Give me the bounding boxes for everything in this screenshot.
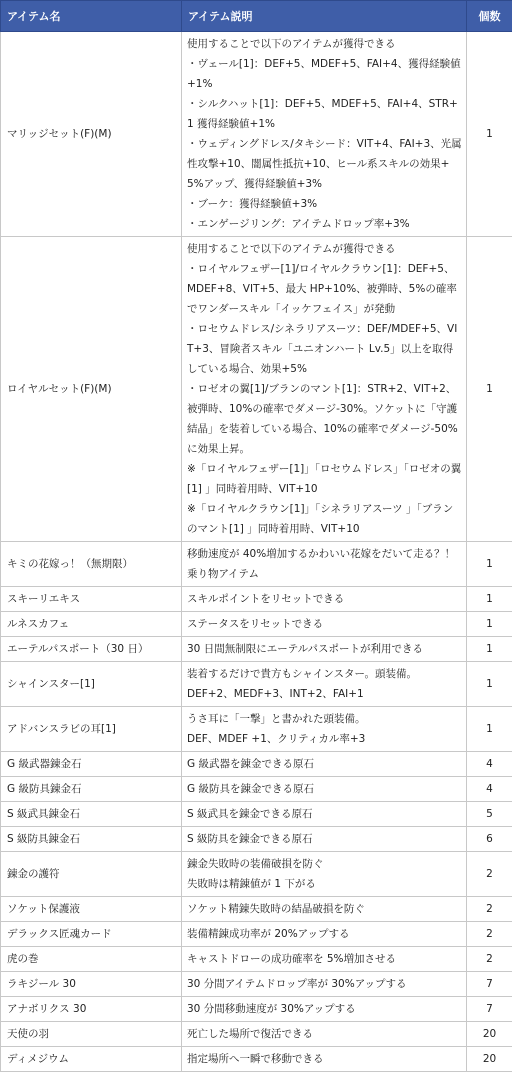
table-row	[1, 827, 512, 852]
item-quantity: 1	[467, 32, 512, 237]
item-description	[182, 777, 467, 802]
item-description-line: ・ブーケ：獲得経験値+3%	[187, 198, 318, 210]
item-quantity: 2	[467, 852, 512, 897]
item-description-line: 30 分間アイテムドロップ率が 30%アップする	[187, 978, 407, 990]
item-description-line: ・ロイヤルフェザー[1]/ロイヤルクラウン[1]：DEF+5、MDEF+8、VIT+5、最大 HP+10%、被弾時、5%の確率でワンダースキル「イッケフェイス」が発動	[187, 263, 457, 315]
item-name: ルネスカフェ	[1, 612, 182, 637]
item-quantity: 4	[467, 752, 512, 777]
item-name: S 級防具錬金石	[1, 827, 182, 852]
item-description	[182, 922, 467, 947]
item-quantity: 2	[467, 897, 512, 922]
item-name: アドバンスラビの耳[1]	[1, 707, 182, 752]
table-row	[1, 587, 512, 612]
item-description	[182, 1047, 467, 1072]
item-description-line: ・シルクハット[1]：DEF+5、MDEF+5、FAI+4、STR+1 獲得経験値+1%	[187, 98, 458, 130]
item-description-line: 死亡した場所で復活できる	[187, 1028, 313, 1040]
item-description-line: 使用することで以下のアイテムが獲得できる	[187, 38, 396, 50]
item-description-line: キャストドローの成功確率を 5%増加させる	[187, 953, 396, 965]
item-name: 虎の巻	[1, 947, 182, 972]
item-description-line: 使用することで以下のアイテムが獲得できる	[187, 243, 396, 255]
table-body	[1, 32, 512, 1072]
table-row	[1, 752, 512, 777]
item-description-line: DEF、MDEF +1、クリティカル率+3	[187, 733, 366, 745]
table-row	[1, 922, 512, 947]
table-header-row	[1, 1, 512, 32]
item-name: アナボリクス 30	[1, 997, 182, 1022]
item-description	[182, 237, 467, 542]
table-row	[1, 972, 512, 997]
table-row	[1, 777, 512, 802]
item-description-line: S 級防具を錬金できる原石	[187, 833, 313, 845]
item-description-line: 錬金失敗時の装備破損を防ぐ	[187, 858, 324, 870]
item-name: ソケット保護液	[1, 897, 182, 922]
item-quantity: 5	[467, 802, 512, 827]
item-quantity: 1	[467, 237, 512, 542]
table-row	[1, 997, 512, 1022]
item-description-line: ・ヴェール[1]：DEF+5、MDEF+5、FAI+4、獲得経験値+1%	[187, 58, 461, 90]
item-description-line: ・ウェディングドレス/タキシード：VIT+4、FAI+3、光属性攻撃+10、闇属性抵抗+10、ヒール系スキルの効果+5%アップ、獲得経験値+3%	[187, 138, 462, 190]
item-description-line: ・ロセウムドレス/シネラリアスーツ：DEF/MDEF+5、VIT+3、冒険者スキル「ユニオンハート Lv.5」以上を取得している場合、効果+5%	[187, 323, 458, 375]
table-row	[1, 947, 512, 972]
item-description	[182, 637, 467, 662]
item-description-line: ※「ロイヤルクラウン[1]」「シネラリアスーツ 」「ブランのマント[1] 」同時着用時、VIT+10	[187, 503, 454, 535]
item-description-line: ・エンゲージリング：アイテムドロップ率+3%	[187, 218, 410, 230]
table-row	[1, 662, 512, 707]
item-description-line: 30 日間無制限にエーテルパスポートが利用できる	[187, 643, 423, 655]
item-description	[182, 997, 467, 1022]
item-description	[182, 972, 467, 997]
item-description-line: スキルポイントをリセットできる	[187, 593, 345, 605]
item-quantity: 7	[467, 997, 512, 1022]
header-quantity: 個数	[467, 1, 512, 32]
item-name: ロイヤルセット(F)(M)	[1, 237, 182, 542]
item-description-line: うさ耳に「一撃」と書かれた頭装備。	[187, 713, 366, 725]
item-name: 錬金の護符	[1, 852, 182, 897]
table-row	[1, 852, 512, 897]
item-quantity: 1	[467, 637, 512, 662]
item-description-line: 装備精錬成功率が 20%アップする	[187, 928, 350, 940]
item-description	[182, 852, 467, 897]
item-description	[182, 662, 467, 707]
item-description-line: G 級防具を錬金できる原石	[187, 783, 314, 795]
item-description-line: ※「ロイヤルフェザー[1]」「ロセウムドレス」「ロゼオの翼[1] 」同時着用時、VIT+10	[187, 463, 462, 495]
item-description	[182, 1022, 467, 1047]
item-name: シャインスター[1]	[1, 662, 182, 707]
item-quantity: 20	[467, 1022, 512, 1047]
item-name: ディメジウム	[1, 1047, 182, 1072]
item-description-line: 装着するだけで貴方もシャインスター。頭装備。	[187, 668, 418, 680]
item-description	[182, 802, 467, 827]
item-quantity: 1	[467, 612, 512, 637]
item-description	[182, 827, 467, 852]
item-description-line: G 級武器を錬金できる原石	[187, 758, 314, 770]
item-description-line: 失敗時は精錬値が 1 下がる	[187, 878, 316, 890]
table-row	[1, 637, 512, 662]
item-description	[182, 542, 467, 587]
item-name: デラックス匠魂カード	[1, 922, 182, 947]
table-row	[1, 707, 512, 752]
table-row	[1, 1047, 512, 1072]
item-description-line: 移動速度が 40%増加するかわいい花嫁をだいて走る？！乗り物アイテム	[187, 548, 456, 580]
header-item-name: アイテム名	[1, 1, 182, 32]
item-quantity: 20	[467, 1047, 512, 1072]
item-description	[182, 587, 467, 612]
item-name: G 級武器錬金石	[1, 752, 182, 777]
header-item-description: アイテム説明	[182, 1, 467, 32]
item-quantity: 6	[467, 827, 512, 852]
table-row	[1, 612, 512, 637]
item-description	[182, 752, 467, 777]
item-name: エーテルパスポート（30 日）	[1, 637, 182, 662]
item-quantity: 1	[467, 707, 512, 752]
item-quantity: 1	[467, 662, 512, 707]
item-description	[182, 707, 467, 752]
item-quantity: 2	[467, 947, 512, 972]
table-row	[1, 32, 512, 237]
item-description	[182, 32, 467, 237]
item-description	[182, 612, 467, 637]
item-quantity: 2	[467, 922, 512, 947]
item-quantity: 7	[467, 972, 512, 997]
item-quantity: 4	[467, 777, 512, 802]
table-row	[1, 542, 512, 587]
item-description-line: S 級武具を錬金できる原石	[187, 808, 313, 820]
item-name: スキーリエキス	[1, 587, 182, 612]
item-description-line: 30 分間移動速度が 30%アップする	[187, 1003, 356, 1015]
table-row	[1, 1022, 512, 1047]
item-name: マリッジセット(F)(M)	[1, 32, 182, 237]
item-description-line: DEF+2、MEDF+3、INT+2、FAI+1	[187, 688, 364, 700]
item-description-line: 指定場所へ一瞬で移動できる	[187, 1053, 324, 1065]
item-name: キミの花嫁っ！（無期限）	[1, 542, 182, 587]
item-name: ラキジール 30	[1, 972, 182, 997]
item-description-line: ・ロゼオの翼[1]/ブランのマント[1]：STR+2、VIT+2、被弾時、10%の確率でダメージ-30%。ソケットに「守護結晶」を装着している場合、10%の確率でダメージ-50%に効果上昇。	[187, 383, 458, 455]
table-row	[1, 897, 512, 922]
item-description-line: ソケット精錬失敗時の結晶破損を防ぐ	[187, 903, 365, 915]
item-quantity: 1	[467, 542, 512, 587]
table-row	[1, 237, 512, 542]
table-row	[1, 802, 512, 827]
item-name: 天使の羽	[1, 1022, 182, 1047]
item-name: G 級防具錬金石	[1, 777, 182, 802]
item-description	[182, 947, 467, 972]
item-description-line: ステータスをリセットできる	[187, 618, 324, 630]
item-name: S 級武具錬金石	[1, 802, 182, 827]
item-quantity: 1	[467, 587, 512, 612]
item-description	[182, 897, 467, 922]
